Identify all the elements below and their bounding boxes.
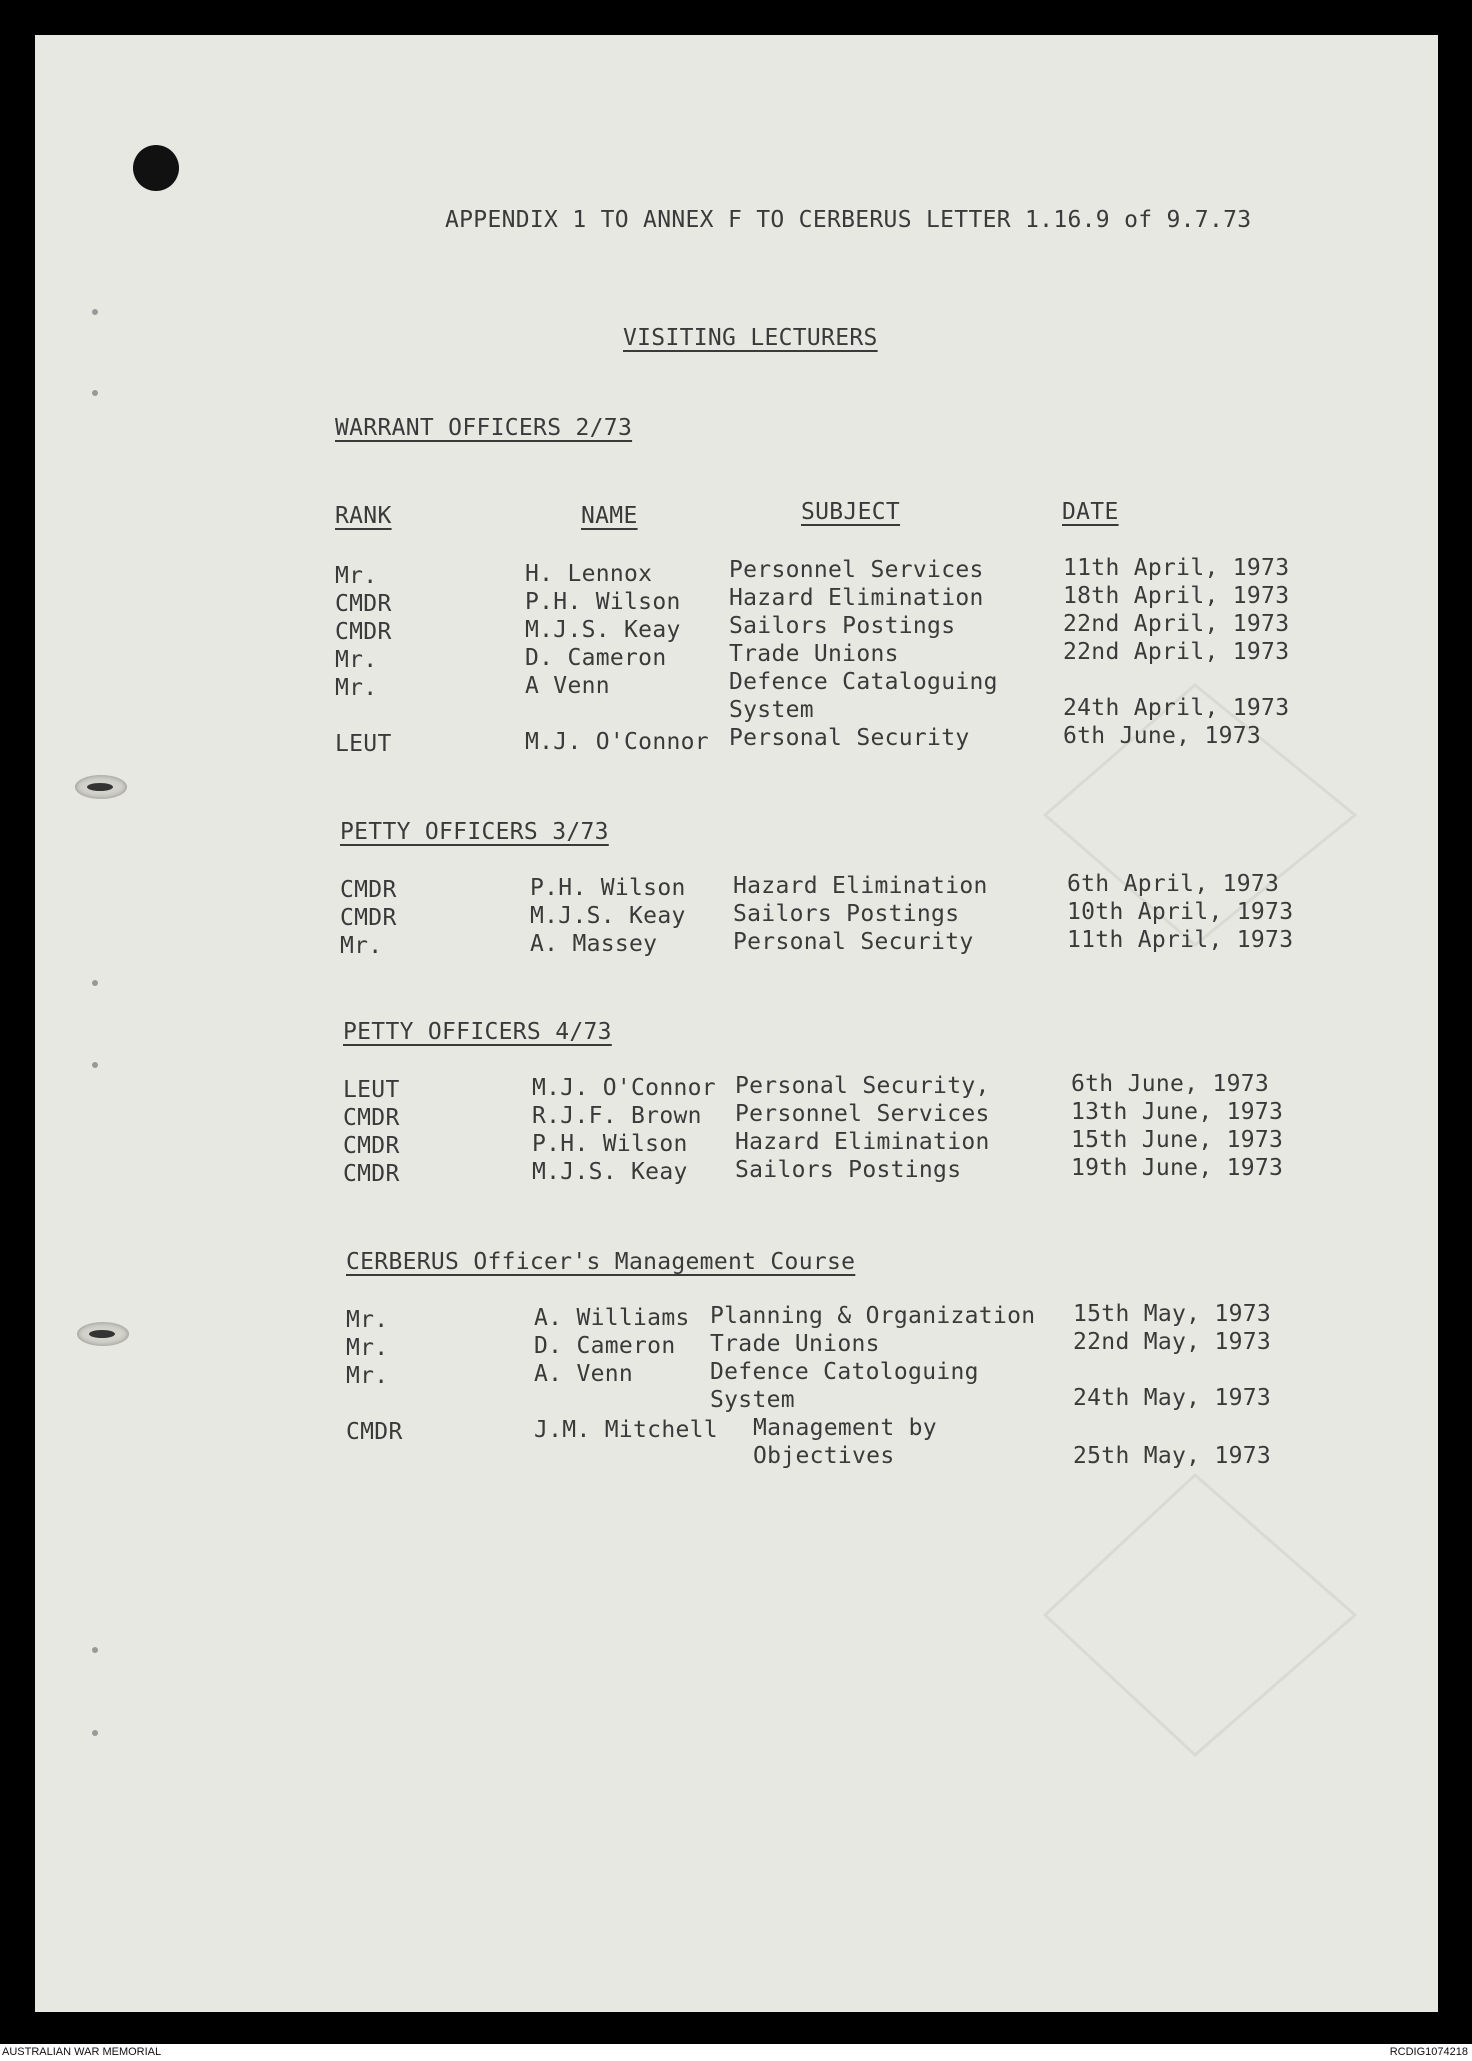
rank: Mr.: [340, 933, 383, 959]
subject: Defence Cataloguing: [729, 669, 998, 695]
page-title: VISITING LECTURERS: [623, 325, 878, 351]
date: 11th April, 1973: [1067, 927, 1294, 953]
rank: CMDR: [343, 1133, 400, 1159]
subject: Hazard Elimination: [733, 873, 988, 899]
rank: CMDR: [335, 619, 392, 645]
section-heading: CERBERUS Officer's Management Course: [346, 1249, 856, 1275]
name: M.J. O'Connor: [532, 1075, 716, 1101]
rank: CMDR: [335, 591, 392, 617]
rank: Mr.: [346, 1363, 389, 1389]
section-heading: WARRANT OFFICERS 2/73: [335, 415, 633, 441]
embossed-watermark: [1035, 1465, 1365, 1765]
subject: Trade Unions: [710, 1331, 880, 1357]
pin-hole: [92, 980, 98, 986]
rank: Mr.: [346, 1307, 389, 1333]
date: 11th April, 1973: [1063, 555, 1290, 581]
subject: Personnel Services: [735, 1101, 990, 1127]
name: M.J.S. Keay: [532, 1159, 688, 1185]
rank: CMDR: [340, 877, 397, 903]
name: P.H. Wilson: [530, 875, 686, 901]
subject: Trade Unions: [729, 641, 899, 667]
name: P.H. Wilson: [525, 589, 681, 615]
subject-continued: System: [710, 1387, 795, 1413]
subject: Personal Security: [729, 725, 970, 751]
name: P.H. Wilson: [532, 1131, 688, 1157]
subject-continued: System: [729, 697, 814, 723]
name: D. Cameron: [525, 645, 667, 671]
document-page: [35, 35, 1438, 2012]
rank: CMDR: [346, 1419, 403, 1445]
footer-id: RCDIG1074218: [1389, 2046, 1468, 2058]
date: 24th April, 1973: [1063, 695, 1290, 721]
name: J.M. Mitchell: [534, 1417, 718, 1443]
rank: LEUT: [335, 731, 392, 757]
name: A Venn: [525, 673, 610, 699]
footer-bar: [0, 2044, 1472, 2061]
subject: Sailors Postings: [733, 901, 960, 927]
rank: Mr.: [335, 647, 378, 673]
name: D. Cameron: [534, 1333, 676, 1359]
pin-hole: [92, 309, 98, 315]
section-heading: PETTY OFFICERS 4/73: [343, 1019, 612, 1045]
date: 15th June, 1973: [1071, 1127, 1284, 1153]
name: H. Lennox: [525, 561, 653, 587]
rank: Mr.: [346, 1335, 389, 1361]
pin-hole: [92, 1062, 98, 1068]
subject: Sailors Postings: [735, 1157, 962, 1183]
date: 10th April, 1973: [1067, 899, 1294, 925]
rank: Mr.: [335, 675, 378, 701]
subject: Personnel Services: [729, 557, 984, 583]
date: 13th June, 1973: [1071, 1099, 1284, 1125]
rank: CMDR: [340, 905, 397, 931]
subject: Hazard Elimination: [735, 1129, 990, 1155]
name: A. Williams: [534, 1305, 690, 1331]
rank: LEUT: [343, 1077, 400, 1103]
date: 15th May, 1973: [1073, 1301, 1272, 1327]
column-header-rank: RANK: [335, 503, 392, 529]
section-heading: PETTY OFFICERS 3/73: [340, 819, 609, 845]
subject: Planning & Organization: [710, 1303, 1036, 1329]
column-header-date: DATE: [1062, 499, 1119, 525]
date: 25th May, 1973: [1073, 1443, 1272, 1469]
torn-punch-hole: [75, 775, 127, 799]
subject: Personal Security: [733, 929, 974, 955]
name: M.J.S. Keay: [530, 903, 686, 929]
date: 18th April, 1973: [1063, 583, 1290, 609]
date: 24th May, 1973: [1073, 1385, 1272, 1411]
pin-hole: [92, 390, 98, 396]
subject: Hazard Elimination: [729, 585, 984, 611]
subject: Defence Catologuing: [710, 1359, 979, 1385]
rank: CMDR: [343, 1161, 400, 1187]
name: M.J. O'Connor: [525, 729, 709, 755]
pin-hole: [92, 1647, 98, 1653]
date: 22nd May, 1973: [1073, 1329, 1272, 1355]
column-header-subject: SUBJECT: [801, 499, 901, 525]
name: M.J.S. Keay: [525, 617, 681, 643]
date: 6th June, 1973: [1071, 1071, 1270, 1097]
rank: CMDR: [343, 1105, 400, 1131]
footer-source: AUSTRALIAN WAR MEMORIAL: [2, 2046, 162, 2058]
subject-continued: Objectives: [753, 1443, 895, 1469]
torn-punch-hole: [77, 1322, 129, 1346]
punch-hole: [133, 145, 179, 191]
subject: Personal Security,: [735, 1073, 990, 1099]
rank: Mr.: [335, 563, 378, 589]
name: A. Massey: [530, 931, 658, 957]
subject: Sailors Postings: [729, 613, 956, 639]
date: 22nd April, 1973: [1063, 639, 1290, 665]
date: 19th June, 1973: [1071, 1155, 1284, 1181]
column-header-name: NAME: [581, 503, 638, 529]
pin-hole: [92, 1730, 98, 1736]
subject: Management by: [753, 1415, 937, 1441]
name: A. Venn: [534, 1361, 634, 1387]
date: 22nd April, 1973: [1063, 611, 1290, 637]
date: 6th June, 1973: [1063, 723, 1262, 749]
appendix-reference: APPENDIX 1 TO ANNEX F TO CERBERUS LETTER 1.16.9 of 9.7.73: [445, 207, 1252, 233]
date: 6th April, 1973: [1067, 871, 1280, 897]
name: R.J.F. Brown: [532, 1103, 702, 1129]
